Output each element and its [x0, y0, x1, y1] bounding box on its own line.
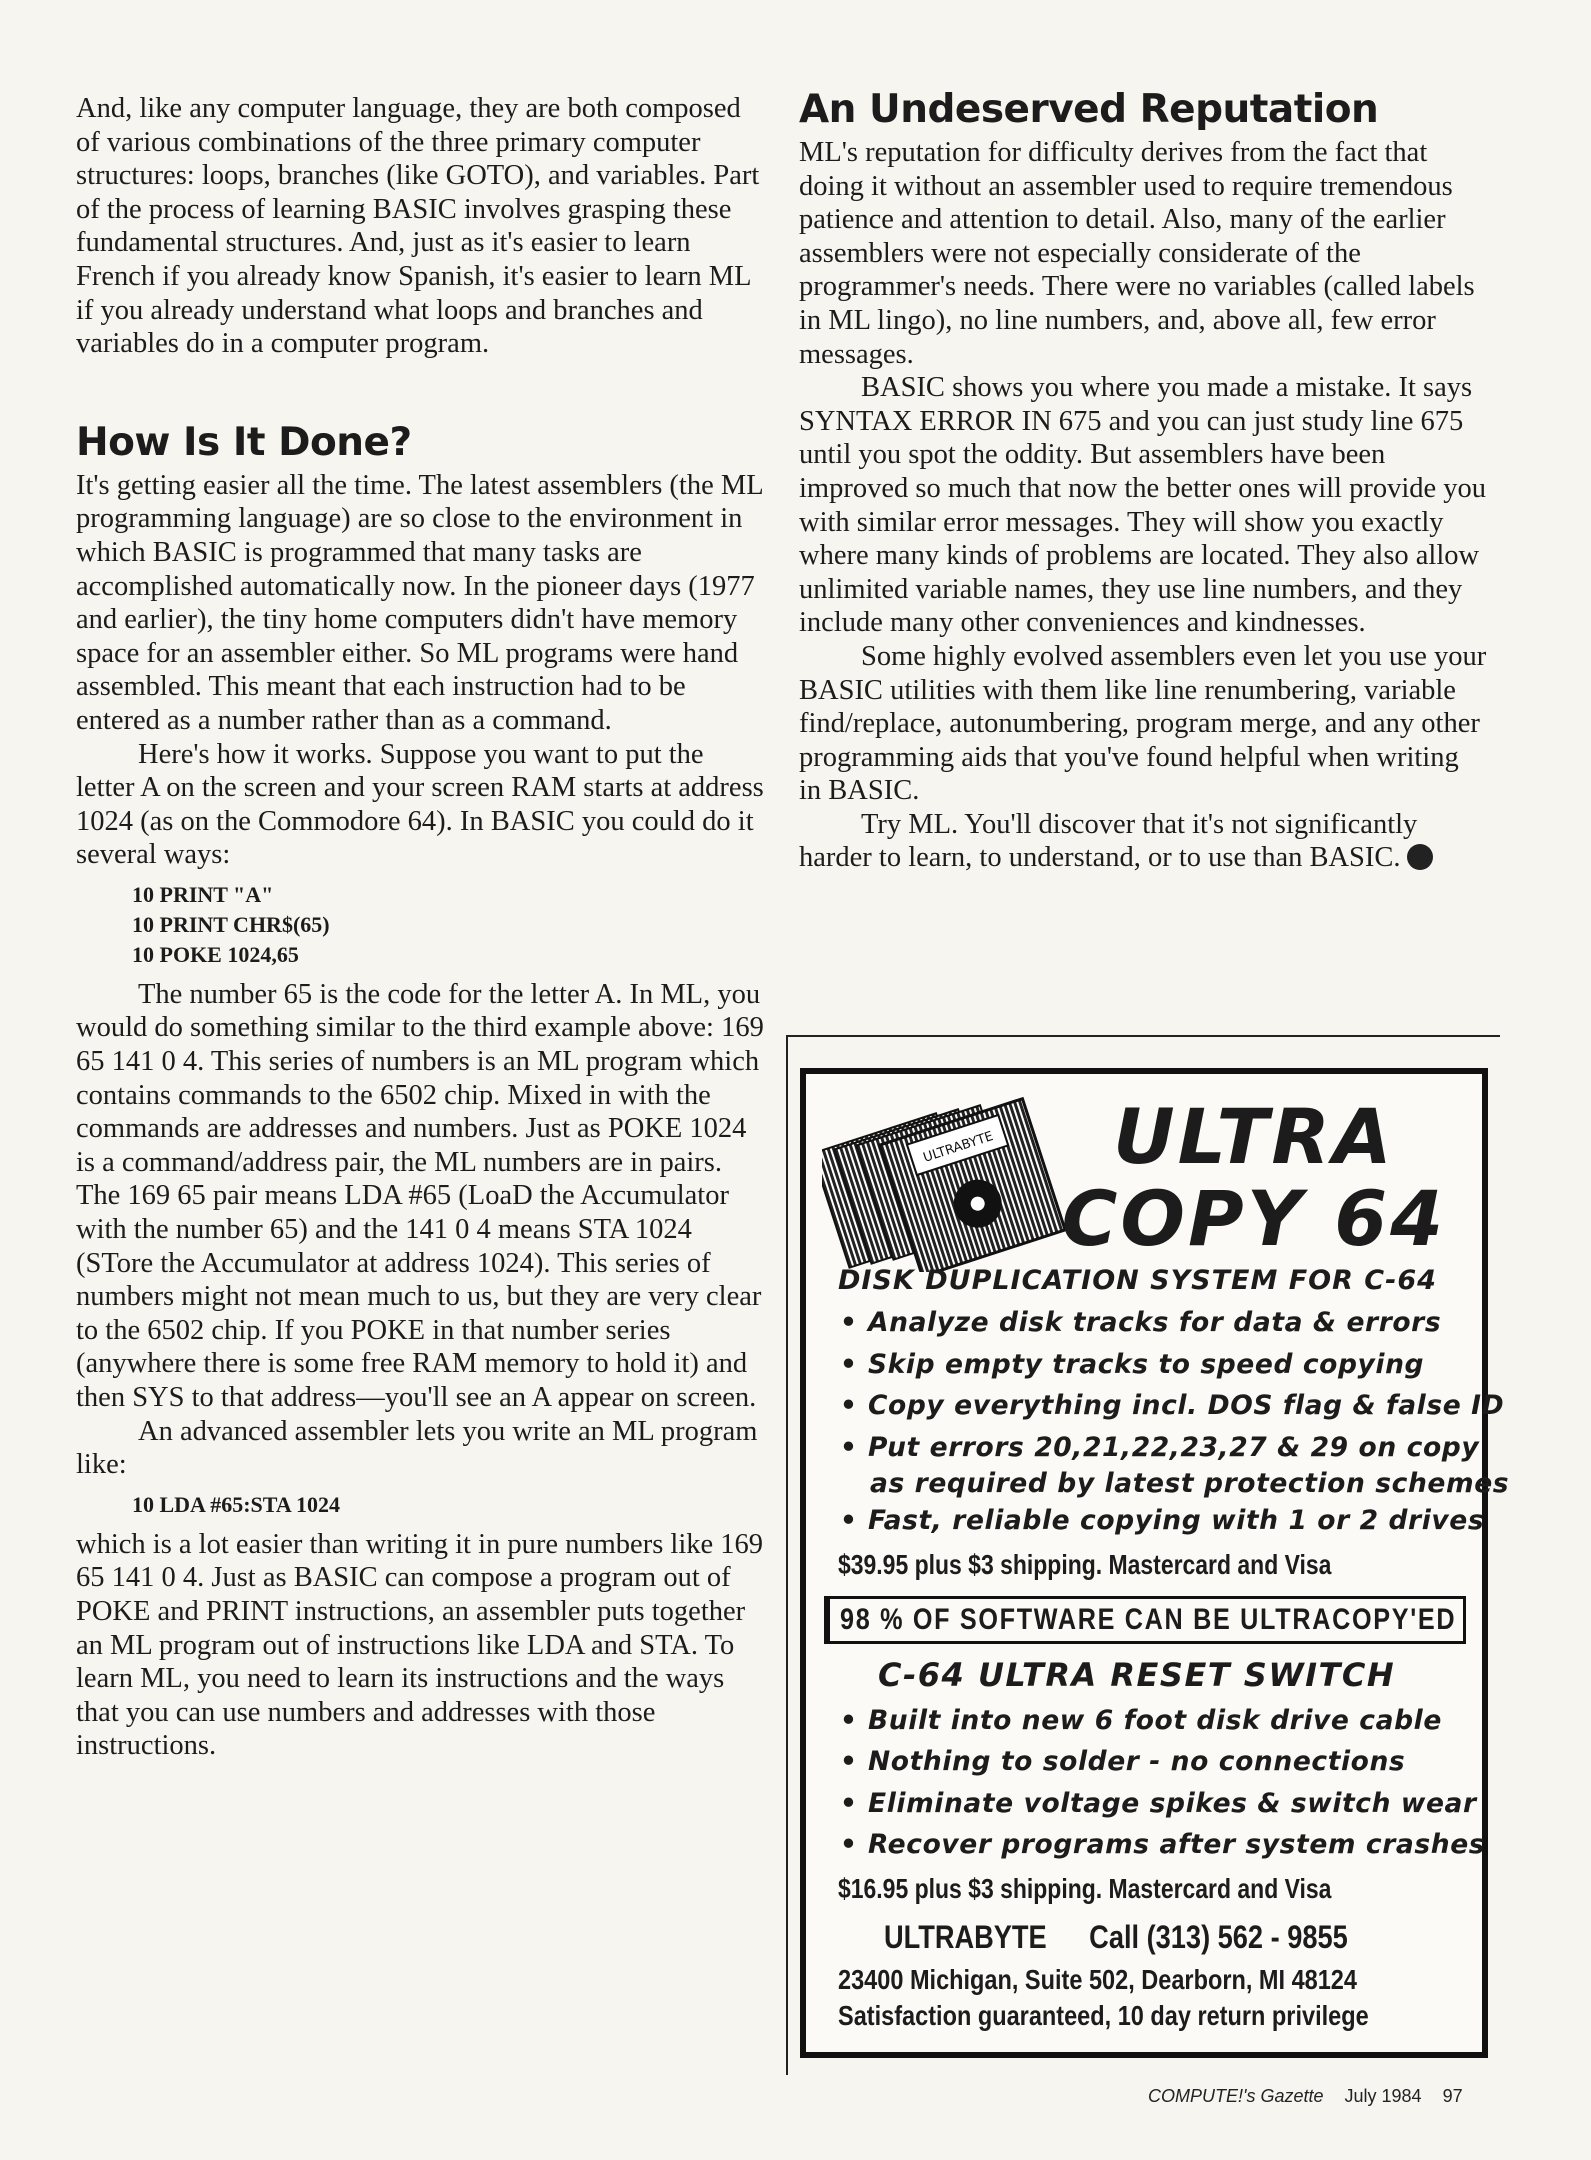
disk-label: ULTRABYTE: [921, 1129, 996, 1166]
page-number: 97: [1442, 2086, 1463, 2106]
paragraph-last: [799, 808, 1487, 875]
list-item: • Analyze disk tracks for data & errors: [806, 1302, 1482, 1344]
price-line-2: $16.95 plus $3 shipping. Mastercard and Visa: [838, 1872, 1332, 1904]
intro-paragraph: And, like any computer language, they are both composed of various combinations of the three primary computer structures: loops, branches (like GOTO), and variables. Part of the process of learning BASIC involves grasping these fundamental structures. And, just as it's easier to learn French if you already know Spanish, it's easier to learn ML if you already understand what loops and branches and variables do in a computer program.: [76, 93, 760, 360]
end-mark-icon: [1407, 844, 1433, 870]
price-line: $39.95 plus $3 shipping. Mastercard and Visa: [838, 1548, 1332, 1580]
banner-text: 98 % OF SOFTWARE CAN BE ULTRACOPY'ED: [840, 1602, 1457, 1636]
list-item: [806, 1427, 1510, 1501]
code-line: 10 PRINT "A": [132, 881, 274, 907]
paragraph: Some highly evolved assemblers even let you use your BASIC utilities with them like line renumbering, variable find/replace, autonumbering, program merge, and any other programming aids that you've found helpful when writing in BASIC.: [799, 640, 1487, 807]
code-line: 10 LDA #65:STA 1024: [132, 1491, 341, 1517]
feature-list: [806, 1302, 1510, 1542]
phone-number: Call (313) 562 - 9855: [1089, 1918, 1348, 1955]
heading-undeserved-reputation: An Undeserved Reputation: [799, 87, 1379, 132]
magazine-name: COMPUTE!'s Gazette: [1148, 2086, 1324, 2106]
list-item: • Skip empty tracks to speed copying: [806, 1344, 1482, 1386]
paragraph: ML's reputation for difficulty derives from the fact that doing it without an assembler used to require tremendous patience and attention to detail. Also, many of the earlier assemblers were not especially considerate of the programmer's needs. There were no variables (called labels in ML lingo), no line numbers, and, above all, few error messages.: [799, 137, 1475, 370]
code-block-basic: [132, 880, 764, 970]
left-column: [76, 92, 764, 1763]
paragraph-text: Try ML. You'll discover that it's not significantly harder to learn, to understand, or to use than BASIC.: [799, 808, 1418, 874]
paragraph: which is a lot easier than writing it in pure numbers like 169 65 141 0 4. Just as BASIC can compose a program out of POKE and PRINT instructions, an assembler puts together an ML program out of instructions like LDA and STA. To learn ML, you need to learn its instructions and the ways that you can use numbers and addresses with those instructions.: [76, 1528, 764, 1762]
paragraph: The number 65 is the code for the letter A. In ML, you would do something similar to the third example above: 169 65 141 0 4. This series of numbers is an ML program which contains commands to the 6502 chip. Mixed in with the commands are addresses and numbers. Just as POKE 1024 is a command/address pair, the ML numbers are in pairs. The 169 65 pair means LDA #65 (LoaD the Accumulator with the number 65) and the 141 0 4 means STA 1024 (STore the Accumulator at address 1024). This series of numbers might not mean much to us, but they are very clear to the 6502 chip. If you POKE in that number series (anywhere there is some free RAM memory to hold it) and then SYS to that address—you'll see an A appear on screen.: [76, 978, 764, 1413]
list-item-text: Put errors 20,21,22,23,27 & 29 on copy: [868, 1431, 1480, 1463]
list-item: • Nothing to solder - no connections: [806, 1741, 1482, 1783]
paragraph: It's getting easier all the time. The latest assemblers (the ML programming language) are so close to the environment in which BASIC is programmed that many tasks are accomplished automatically now. In the pioneer days (1977 and earlier), the tiny home computers didn't have memory space for an assembler either. So ML programs were hand assembled. This meant that each instruction had to be entered as a number rather than as a command.: [76, 469, 763, 736]
list-item-continuation: as required by latest protection schemes: [870, 1468, 1510, 1499]
ad-title-line1: ULTRA: [1112, 1092, 1395, 1181]
code-block-ml: [132, 1490, 764, 1520]
paragraph: BASIC shows you where you made a mistake. It says SYNTAX ERROR IN 675 and you can just study line 675 until you spot the oddity. But assemblers have been improved so much that now the better ones will provide you with similar error messages. They will show you exactly where many kinds of problems are located. They also allow unlimited variable names, they use line numbers, and they include many other conveniences and kindnesses.: [799, 372, 1487, 639]
issue-date: July 1984: [1344, 2086, 1422, 2106]
ad-body: [806, 1260, 1510, 2034]
list-item: • Fast, reliable copying with 1 or 2 drives: [806, 1500, 1482, 1542]
right-column: [799, 87, 1487, 875]
ad-title-line2: COPY 64: [1061, 1174, 1446, 1263]
feature-list-2: [806, 1700, 1486, 1866]
floppy-disks-icon: [822, 1092, 1072, 1272]
paragraph: Here's how it works. Suppose you want to put the letter A on the screen and your screen RAM starts at address 1024 (as on the Commodore 64). In BASIC you could do it several ways:: [76, 738, 764, 871]
list-item: • Copy everything incl. DOS flag & false ID: [806, 1385, 1482, 1427]
list-item: • Built into new 6 foot disk drive cable: [806, 1700, 1482, 1742]
list-item: • Eliminate voltage spikes & switch wear: [806, 1783, 1482, 1825]
code-line: 10 PRINT CHR$(65): [132, 911, 330, 937]
guarantee: Satisfaction guaranteed, 10 day return privilege: [838, 1999, 1369, 2031]
ad-banner: [824, 1596, 1466, 1644]
company-name: ULTRABYTE: [884, 1918, 1047, 1955]
ad-subtitle: DISK DUPLICATION SYSTEM FOR C-64: [838, 1265, 1437, 1296]
address: 23400 Michigan, Suite 502, Dearborn, MI 48124: [838, 1963, 1357, 1995]
page-footer: [1148, 2086, 1479, 2107]
contact-line: [884, 1912, 1392, 1962]
heading-how-is-it-done: How Is It Done?: [76, 419, 412, 465]
list-item: • Recover programs after system crashes: [806, 1824, 1482, 1866]
code-line: 10 POKE 1024,65: [132, 941, 299, 967]
ad-title: [1061, 1092, 1446, 1263]
advertisement: [800, 1068, 1510, 2058]
ad-subtitle-reset-switch: C-64 ULTRA RESET SWITCH: [878, 1655, 1396, 1694]
paragraph: An advanced assembler lets you write an ML program like:: [76, 1415, 758, 1481]
